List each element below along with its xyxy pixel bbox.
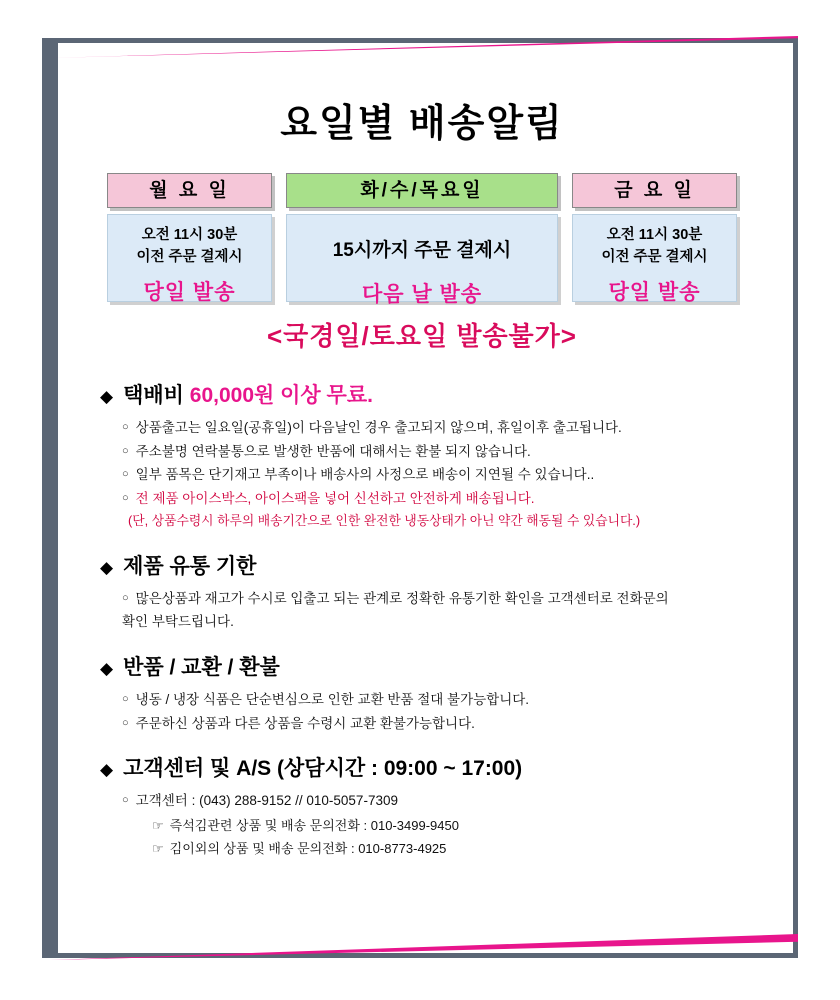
circle-bullet-icon: ○ bbox=[122, 491, 129, 504]
section-returns bbox=[100, 651, 776, 734]
day-card-header: 화/수/목요일 bbox=[286, 173, 558, 208]
day-card-header: 월 요 일 bbox=[107, 173, 272, 208]
contact-list bbox=[100, 790, 776, 860]
section-title-highlight: 60,000원 이상 무료. bbox=[189, 384, 373, 407]
day-card-line: 오전 11시 30분 bbox=[606, 227, 703, 243]
circle-bullet-icon: ○ bbox=[122, 468, 129, 481]
delivery-schedule-row bbox=[58, 173, 786, 306]
frame-right-bar bbox=[793, 38, 798, 958]
customer-center-phone: 고객센터 : (043) 288-9152 // 010-5057-7309 bbox=[135, 793, 398, 809]
list-item-text: 상품출고는 일요일(공휴일)이 다음날인 경우 출고되지 않으며, 휴일이후 출고됩니다. bbox=[135, 420, 622, 435]
list-item bbox=[122, 689, 776, 711]
day-card-body bbox=[572, 214, 737, 302]
list-item bbox=[122, 441, 776, 463]
day-card-line: 이전 주문 결제시 bbox=[601, 248, 708, 265]
section-bullet-list bbox=[100, 417, 776, 509]
diamond-bullet-icon: ◆ bbox=[100, 760, 114, 780]
day-card-accent: 당일 발송 bbox=[608, 280, 701, 304]
section-expiry bbox=[100, 550, 776, 633]
list-item bbox=[122, 588, 776, 610]
section-bullet-list bbox=[100, 588, 776, 610]
day-card-accent: 다음 날 발송 bbox=[361, 282, 483, 306]
circle-bullet-icon: ○ bbox=[122, 591, 129, 604]
document-content bbox=[58, 60, 786, 940]
section-title: 제품 유통 기한 bbox=[123, 554, 257, 578]
day-card-body bbox=[107, 214, 272, 302]
section-title-plain: 택배비 bbox=[123, 384, 190, 407]
circle-bullet-icon: ○ bbox=[122, 444, 129, 457]
day-card-accent: 당일 발송 bbox=[143, 280, 236, 304]
circle-bullet-icon: ○ bbox=[122, 794, 129, 807]
list-item bbox=[122, 417, 776, 439]
day-card-friday bbox=[572, 173, 737, 302]
contact-sub-text: 김이외의 상품 및 배송 문의전화 : 010-8773-4925 bbox=[169, 841, 447, 857]
list-item bbox=[122, 464, 776, 486]
section-title: 반품 / 교환 / 환불 bbox=[123, 656, 280, 680]
continuation-text: 확인 부탁드립니다. bbox=[122, 614, 234, 630]
section-customer-center bbox=[100, 752, 776, 860]
contact-sub-text: 즉석김관련 상품 및 배송 문의전화 : 010-3499-9450 bbox=[169, 817, 459, 833]
pointing-hand-icon: ☞ bbox=[152, 841, 164, 857]
list-item-text: 주문하신 상품과 다른 상품을 수령시 교환 환불가능합니다. bbox=[135, 715, 475, 731]
contact-sub-item bbox=[122, 814, 776, 837]
day-card-monday bbox=[107, 173, 272, 302]
section-heading bbox=[100, 752, 776, 782]
circle-bullet-icon: ○ bbox=[122, 693, 129, 706]
pointing-hand-icon: ☞ bbox=[152, 817, 164, 833]
circle-bullet-icon: ○ bbox=[122, 716, 129, 729]
list-item-text: 일부 품목은 단기재고 부족이나 배송사의 사정으로 배송이 지연될 수 있습니다.. bbox=[135, 467, 595, 483]
circle-bullet-icon: ○ bbox=[122, 421, 129, 433]
list-item-text: 냉동 / 냉장 식품은 단순변심으로 인한 교환 반품 절대 불가능합니다. bbox=[135, 692, 530, 708]
contact-sub-item bbox=[122, 837, 776, 860]
diamond-bullet-icon: ◆ bbox=[100, 557, 114, 577]
list-item-text: 많은상품과 재고가 수시로 입출고 되는 관계로 정확한 유통기한 확인을 고객센터로 전화문의 bbox=[135, 590, 669, 606]
section-heading bbox=[100, 651, 776, 681]
day-card-line: 이전 주문 결제시 bbox=[136, 248, 243, 265]
diamond-bullet-icon: ◆ bbox=[100, 387, 114, 406]
frame-left-bar bbox=[42, 38, 58, 958]
diamond-bullet-icon: ◆ bbox=[100, 659, 114, 679]
list-item bbox=[122, 713, 776, 735]
section-title bbox=[123, 379, 373, 409]
day-card-line: 오전 11시 30분 bbox=[141, 227, 238, 243]
day-card-tue-wed-thu bbox=[286, 173, 558, 306]
sub-note-text: (단, 상품수령시 하루의 배송기간으로 인한 완전한 냉동상태가 아닌 약간 해동될 수 있습니다.) bbox=[128, 513, 641, 529]
page-title: 요일별 배송알림 bbox=[280, 103, 564, 145]
list-item-text: 주소불명 연락불통으로 발생한 반품에 대해서는 환불 되지 않습니다. bbox=[135, 443, 531, 459]
section-shipping-fee bbox=[100, 379, 776, 532]
day-card-line: 15시까지 주문 결제시 bbox=[332, 240, 512, 261]
section-heading bbox=[100, 379, 776, 409]
section-bullet-list bbox=[100, 689, 776, 734]
section-title: 고객센터 및 A/S (상담시간 : 09:00 ~ 17:00) bbox=[123, 757, 523, 781]
day-card-body bbox=[286, 214, 558, 306]
day-card-header: 금 요 일 bbox=[572, 173, 737, 208]
section-heading bbox=[100, 550, 776, 580]
list-item-text: 전 제품 아이스박스, 아이스팩을 넣어 신선하고 안전하게 배송됩니다. bbox=[135, 490, 535, 506]
policy-sections bbox=[58, 379, 786, 861]
holiday-notice: <국경일/토요일 발송불가> bbox=[267, 321, 577, 351]
list-item bbox=[122, 790, 776, 812]
list-item bbox=[122, 488, 776, 510]
